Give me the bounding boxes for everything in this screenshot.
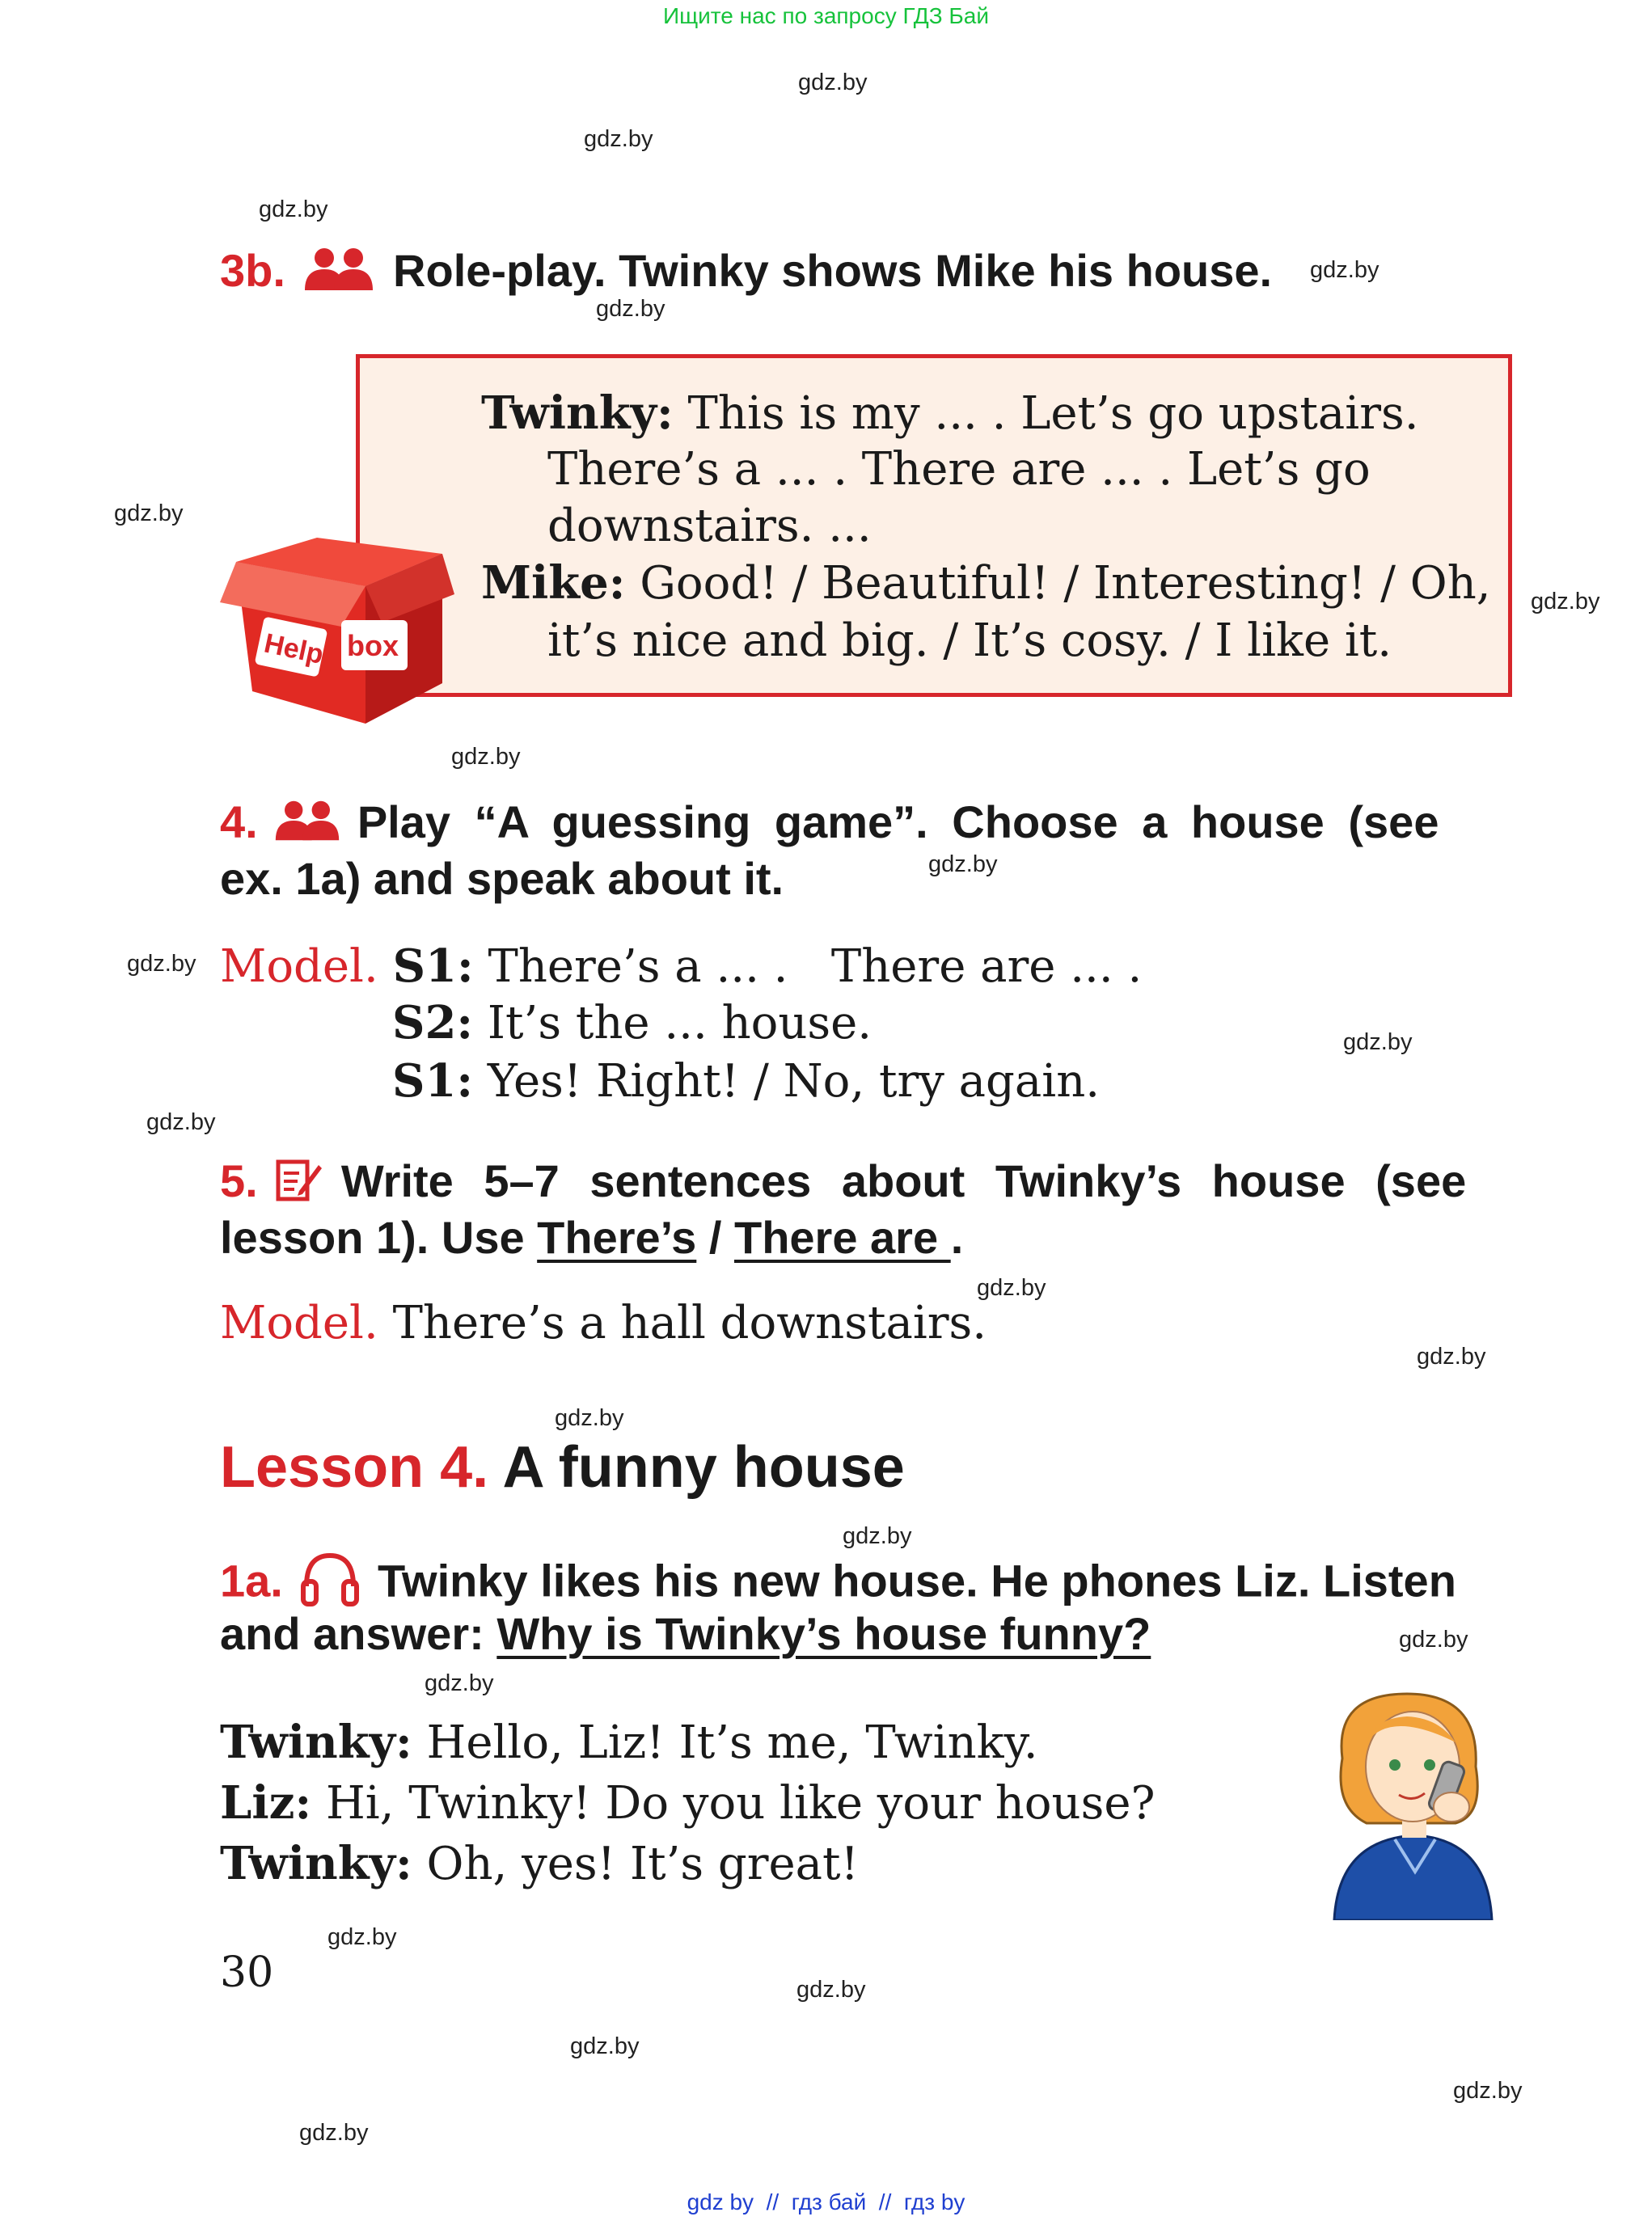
- helpbox-line-1: Twinky: This is my ... . Let’s go upstairs.: [481, 386, 1419, 440]
- dialogue-line: Twinky: Oh, yes! It’s great!: [220, 1837, 860, 1890]
- exercise-1a-line-1: 1a. Twinky likes his new house. He phones Liz. Listen: [220, 1551, 1456, 1618]
- watermark: gdz.by: [1399, 1627, 1468, 1653]
- watermark: gdz.by: [843, 1523, 912, 1549]
- exercise-1a-line-2: and answer: Why is Twinky’s house funny?: [220, 1608, 1151, 1659]
- exercise-3b-heading: [220, 244, 1272, 302]
- help-box-icon: [220, 530, 463, 736]
- helpbox-line-5: it’s nice and big. / It’s cosy. / I like it.: [547, 614, 1392, 667]
- exercise-5-line-1: 5. Write 5–7 sentences about Twinky’s house (see: [220, 1155, 1466, 1213]
- watermark: gdz.by: [798, 70, 868, 95]
- dialogue-line: Twinky: Hello, Liz! It’s me, Twinky.: [220, 1716, 1038, 1769]
- watermark: gdz.by: [796, 1977, 866, 2003]
- watermark: gdz.by: [146, 1109, 216, 1135]
- watermark: gdz.by: [584, 126, 653, 152]
- watermark: gdz.by: [127, 951, 196, 977]
- watermark: gdz.by: [327, 1924, 397, 1950]
- exercise-4-line-2: ex. 1a) and speak about it.: [220, 853, 784, 904]
- helpbox-line-3: downstairs. ...: [547, 500, 872, 552]
- model-4-line-1: Model. S1: There’s a ... . There are ... .: [220, 939, 1143, 993]
- exercise-number: 5.: [220, 1155, 258, 1206]
- watermark: gdz.by: [1453, 2078, 1523, 2104]
- exercise-title: Role-play. Twinky shows Mike his house.: [393, 245, 1273, 296]
- model-4-line-3: S1: Yes! Right! / No, try again.: [392, 1054, 1101, 1108]
- watermark: gdz.by: [555, 1405, 624, 1431]
- exercise-4-line-1: 4. Play “A guessing game”. Choose a house (see: [220, 796, 1439, 854]
- watermark: gdz.by: [299, 2120, 369, 2146]
- helpbox-line-4: Mike: Good! / Beautiful! / Interesting! / Oh,: [481, 556, 1491, 610]
- exercise-number: 4.: [220, 796, 258, 847]
- svg-text:Help: Help: [261, 627, 327, 671]
- watermark: gdz.by: [1531, 589, 1600, 614]
- page-number: 30: [220, 1948, 274, 1997]
- model-5: Model. There’s a hall downstairs.: [220, 1297, 987, 1349]
- watermark: gdz.by: [1343, 1029, 1413, 1055]
- watermark: gdz.by: [451, 744, 521, 770]
- pair-work-icon: [302, 247, 375, 302]
- dialogue-line: Liz: Hi, Twinky! Do you like your house?: [220, 1776, 1156, 1830]
- footer-links[interactable]: gdz by // гдз бай // гдз by: [687, 2189, 965, 2214]
- helpbox-line-2: There’s a ... . There are ... . Let’s go: [547, 443, 1371, 496]
- watermark: gdz.by: [570, 2033, 640, 2059]
- exercise-number: 1a.: [220, 1555, 283, 1606]
- watermark: gdz.by: [259, 196, 328, 222]
- exercise-5-line-2: lesson 1). Use There’s / There are .: [220, 1212, 964, 1263]
- watermark: gdz.by: [114, 500, 184, 526]
- model-4-line-2: S2: It’s the ... house.: [392, 996, 872, 1049]
- liz-on-phone-illustration: [1318, 1686, 1512, 1924]
- watermark: gdz.by: [425, 1670, 494, 1696]
- top-notice[interactable]: Ищите нас по запросу ГДЗ Бай: [662, 3, 990, 28]
- writing-icon: [275, 1157, 323, 1213]
- exercise-number: 3b.: [220, 245, 285, 296]
- watermark: gdz.by: [977, 1275, 1046, 1301]
- svg-text:box: box: [347, 629, 399, 662]
- pair-work-icon: [273, 798, 341, 854]
- watermark: gdz.by: [596, 296, 665, 322]
- watermark: gdz.by: [1310, 257, 1379, 283]
- watermark: gdz.by: [928, 851, 998, 877]
- lesson-heading: Lesson 4. A funny house: [220, 1435, 905, 1500]
- watermark: gdz.by: [1417, 1344, 1486, 1370]
